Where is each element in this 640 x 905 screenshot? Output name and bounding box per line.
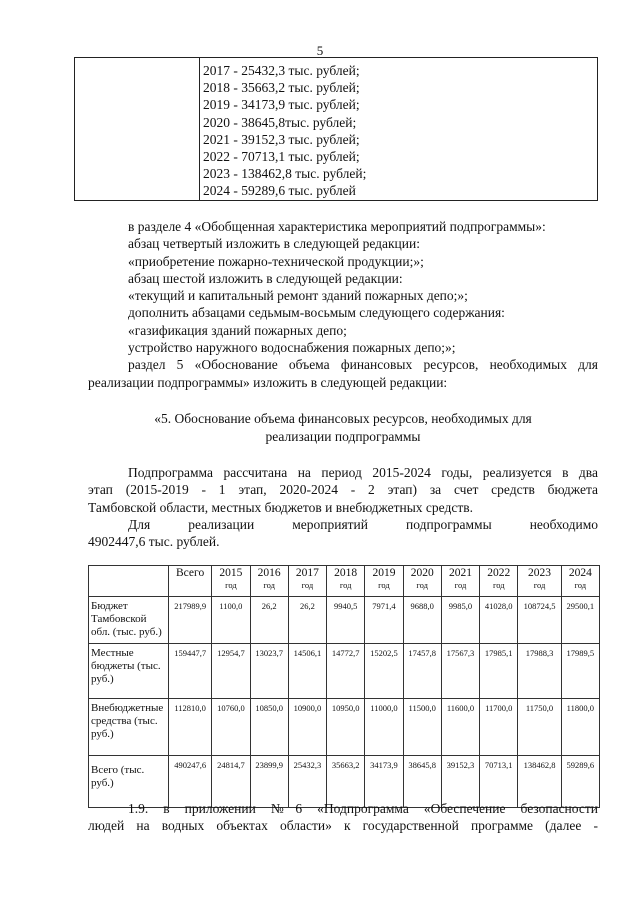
table-cell: 217989,9 [169,597,212,644]
table-cell: 39152,3 [441,756,479,808]
table-cell: 17457,8 [403,644,441,699]
item-1-9 [88,800,598,835]
row-label: Местные бюджеты (тыс. руб.) [89,644,169,699]
table-cell: 108724,5 [518,597,561,644]
funding-year-line: 2020 - 38645,8тыс. рублей; [203,114,357,130]
table-cell: 11750,0 [518,699,561,756]
table-cell: 11000,0 [365,699,403,756]
table-cell: 159447,7 [169,644,212,699]
row-label: Всего (тыс. руб.) [89,756,169,808]
table-cell: 14772,7 [327,644,365,699]
header-year [561,566,599,597]
table-cell: 15202,5 [365,644,403,699]
item-1-9-line: людей на водных объектах области» к государственной программе (далее - [88,818,598,834]
header-year-suffix: год [574,580,587,590]
table-cell: 25432,3 [288,756,326,808]
header-year [327,566,365,597]
table-cell: 26,2 [250,597,288,644]
section5-heading [88,410,598,446]
program-description [88,464,598,550]
table-cell: 9688,0 [403,597,441,644]
table-cell: 10850,0 [250,699,288,756]
page-number: 5 [316,43,324,58]
header-year [212,566,250,597]
table-cell: 14506,1 [288,644,326,699]
funding-by-year-list [203,62,366,200]
funding-year-line: 2023 - 138462,8 тыс. рублей; [203,166,367,182]
section4-line: «приобретение пожарно-технической продукции;»; [128,253,424,269]
table-cell: 17989,5 [561,644,599,699]
table-cell: 10760,0 [212,699,250,756]
table-cell: 11800,0 [561,699,599,756]
funding-year-line: 2018 - 35663,2 тыс. рублей; [203,80,360,96]
table-cell: 35663,2 [327,756,365,808]
table-cell: 11500,0 [403,699,441,756]
header-year-suffix: год [533,580,546,590]
table-cell: 10950,0 [327,699,365,756]
table-cell: 29500,1 [561,597,599,644]
header-year [480,566,518,597]
header-year-value: 2022 [487,567,511,579]
financing-table-header [89,566,600,597]
header-year-value: 2021 [448,567,472,579]
header-year-suffix: год [339,580,352,590]
program-line: Тамбовской области, местных бюджетов и внебюджетных средств. [88,499,473,515]
header-year-value: 2023 [528,567,551,579]
header-year-suffix: год [454,580,467,590]
table-cell: 13023,7 [250,644,288,699]
section4-line: дополнить абзацами седьмым-восьмым следующего содержания: [128,305,505,321]
header-year-value: 2016 [257,567,281,579]
header-year-suffix: год [378,580,390,590]
header-year [518,566,561,597]
section4-line: «газификация зданий пожарных депо; [128,322,347,338]
funding-year-line: 2024 - 59289,6 тыс. рублей [203,183,356,199]
program-line: Подпрограмма рассчитана на период 2015-2024 годы, реализуется в два [128,465,598,480]
item-1-9-line: 1.9. в приложении №6 «Подпрограмма «Обеспечение безопасности [128,801,598,816]
table-cell: 17988,3 [518,644,561,699]
funding-year-line: 2019 - 34173,9 тыс. рублей; [203,97,360,113]
table-cell: 23899,9 [250,756,288,808]
table-cell: 41028,0 [480,597,518,644]
table-cell: 70713,1 [480,756,518,808]
table-cell: 17567,3 [441,644,479,699]
funding-year-line: 2017 - 25432,3 тыс. рублей; [203,63,360,78]
row-label: Внебюджетные средства (тыс. руб.) [89,699,169,756]
section5-heading-line2: реализации подпрограммы [265,429,421,444]
table-cell: 112810,0 [169,699,212,756]
section4-line: реализации подпрограммы» изложить в следующей редакции: [88,374,448,390]
header-year-value: 2020 [410,567,434,579]
financing-table [88,565,600,808]
section4-line: в разделе 4 «Обобщенная характеристика мероприятий подпрограммы»: [128,219,546,234]
header-year [441,566,479,597]
table-cell: 24814,7 [212,756,250,808]
row-label: Бюджет Тамбовской обл. (тыс. руб.) [89,597,169,644]
header-year [288,566,326,597]
program-line: 4902447,6 тыс. рублей. [88,534,220,550]
table-cell: 138462,8 [518,756,561,808]
funding-by-year-table [74,57,598,201]
table-cell: 11600,0 [441,699,479,756]
section4-amendments [88,218,598,391]
funding-year-line: 2022 - 70713,1 тыс. рублей; [203,149,360,165]
table-cell: 1100,0 [212,597,250,644]
funding-year-line: 2021 - 39152,3 тыс. рублей; [203,131,360,147]
header-year-value: 2024 [568,567,592,579]
header-year-value: 2017 [295,567,319,579]
header-year-value: 2015 [219,567,243,579]
header-year-suffix: год [492,580,505,590]
table-cell: 9940,5 [327,597,365,644]
table-cell: 490247,6 [169,756,212,808]
header-year-suffix: год [301,580,314,590]
section4-line: абзац шестой изложить в следующей редакции: [128,270,403,286]
header-year-suffix: год [263,580,275,590]
table-cell: 11700,0 [480,699,518,756]
program-line: Для реализации мероприятий подпрограммы необходимо [128,516,598,532]
header-year-value: 2018 [334,567,358,579]
table-cell: 9985,0 [441,597,479,644]
header-year-value: 2019 [372,567,396,579]
header-year [365,566,403,597]
header-year [250,566,288,597]
header-year-suffix: год [416,580,429,590]
table-cell: 7971,4 [365,597,403,644]
header-empty-cell [89,566,169,597]
table-row [89,699,600,756]
section4-line: абзац четвертый изложить в следующей редакции: [128,236,420,252]
table-cell: 26,2 [288,597,326,644]
table-row [89,597,600,644]
table-column-divider [199,58,200,200]
table-row [89,644,600,699]
header-year-suffix: год [225,580,237,590]
table-cell: 12954,7 [212,644,250,699]
section4-line: «текущий и капитальный ремонт зданий пожарных депо;»; [128,288,468,304]
header-year [403,566,441,597]
table-cell: 38645,8 [403,756,441,808]
section4-line: раздел 5 «Обоснование объема финансовых ресурсов, необходимых для [128,357,598,373]
table-cell: 34173,9 [365,756,403,808]
header-total: Всего [169,566,212,597]
section5-heading-line1: «5. Обоснование объема финансовых ресурсов, необходимых для [154,411,532,426]
section4-line: устройство наружного водоснабжения пожарных депо;»; [128,340,456,356]
program-line: этап (2015-2019 - 1 этап, 2020-2024 - 2 этап) за счет средств бюджета [88,482,598,498]
table-cell: 17985,1 [480,644,518,699]
table-cell: 59289,6 [561,756,599,808]
table-cell: 10900,0 [288,699,326,756]
